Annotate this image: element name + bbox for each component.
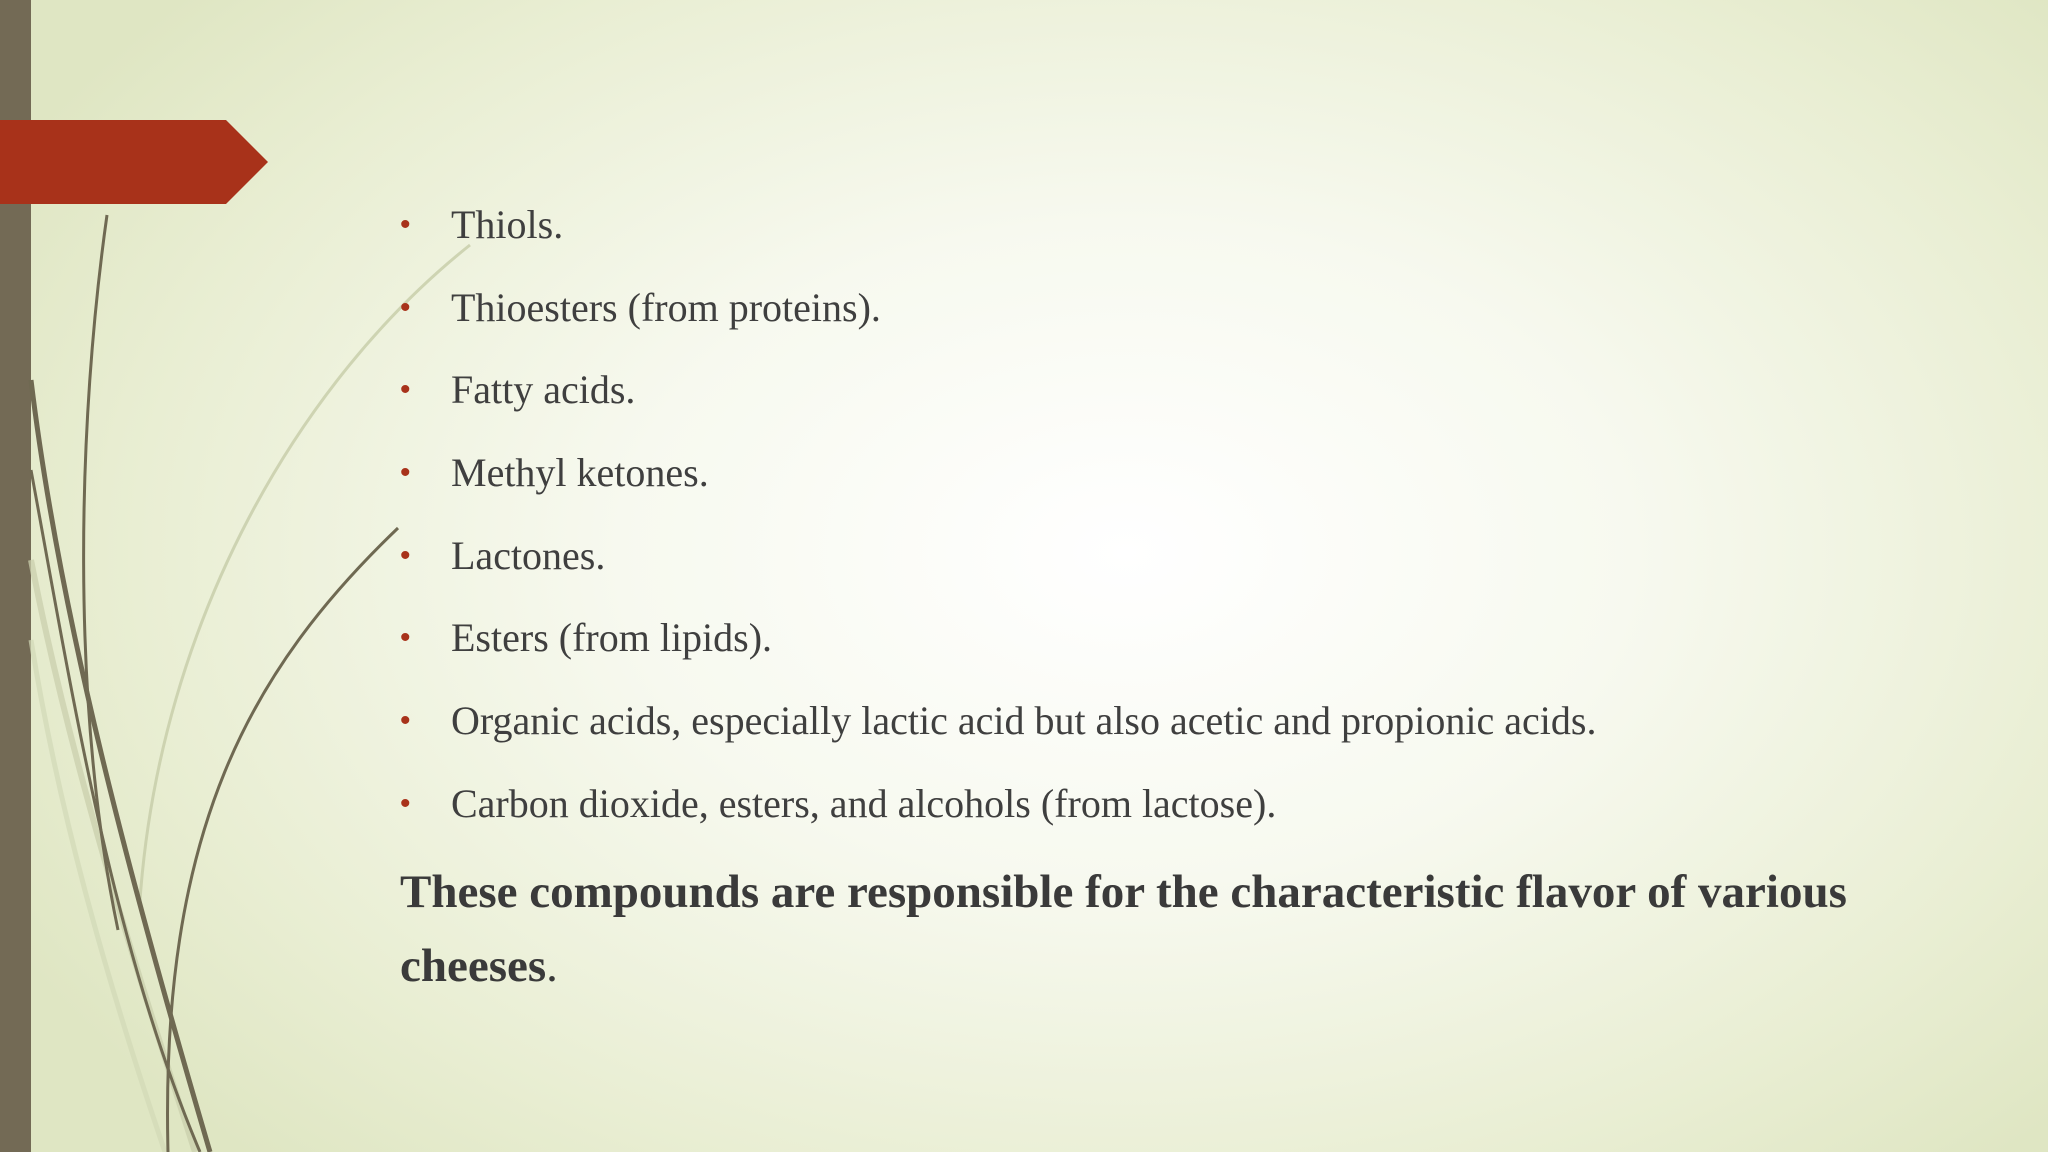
bullet-dot: • [400, 290, 411, 324]
list-item [400, 608, 2000, 691]
list-item-text: Fatty acids. [451, 367, 636, 413]
list-item [400, 195, 2000, 278]
list-item [400, 774, 2000, 857]
conclusion-text [400, 855, 2000, 1003]
bullet-dot: • [400, 538, 411, 572]
conclusion-sentence: These compounds are responsible for the characteristic flavor of various cheeses [400, 865, 1847, 992]
list-item [400, 526, 2000, 609]
list-item [400, 278, 2000, 361]
arrow-tab [0, 120, 268, 204]
bullet-dot: • [400, 704, 411, 738]
bullet-dot: • [400, 786, 411, 820]
content-area [400, 195, 2000, 1050]
conclusion-period: . [546, 939, 558, 992]
list-item [400, 360, 2000, 443]
bullet-list [400, 195, 2000, 857]
bullet-dot: • [400, 456, 411, 490]
bullet-dot: • [400, 373, 411, 407]
list-item-text: Lactones. [451, 532, 606, 578]
bullet-dot: • [400, 208, 411, 241]
list-item-text: Thiols. [451, 202, 564, 247]
list-item-text: Thioesters (from proteins). [451, 284, 881, 330]
list-item [400, 443, 2000, 526]
list-item-text: Methyl ketones. [451, 450, 709, 496]
list-item-text: Esters (from lipids). [451, 615, 773, 661]
list-item-text: Carbon dioxide, esters, and alcohols (from lactose). [451, 780, 1277, 826]
list-item [400, 691, 2000, 774]
list-item-text: Organic acids, especially lactic acid but also acetic and propionic acids. [451, 698, 1597, 744]
bullet-dot: • [400, 621, 411, 655]
